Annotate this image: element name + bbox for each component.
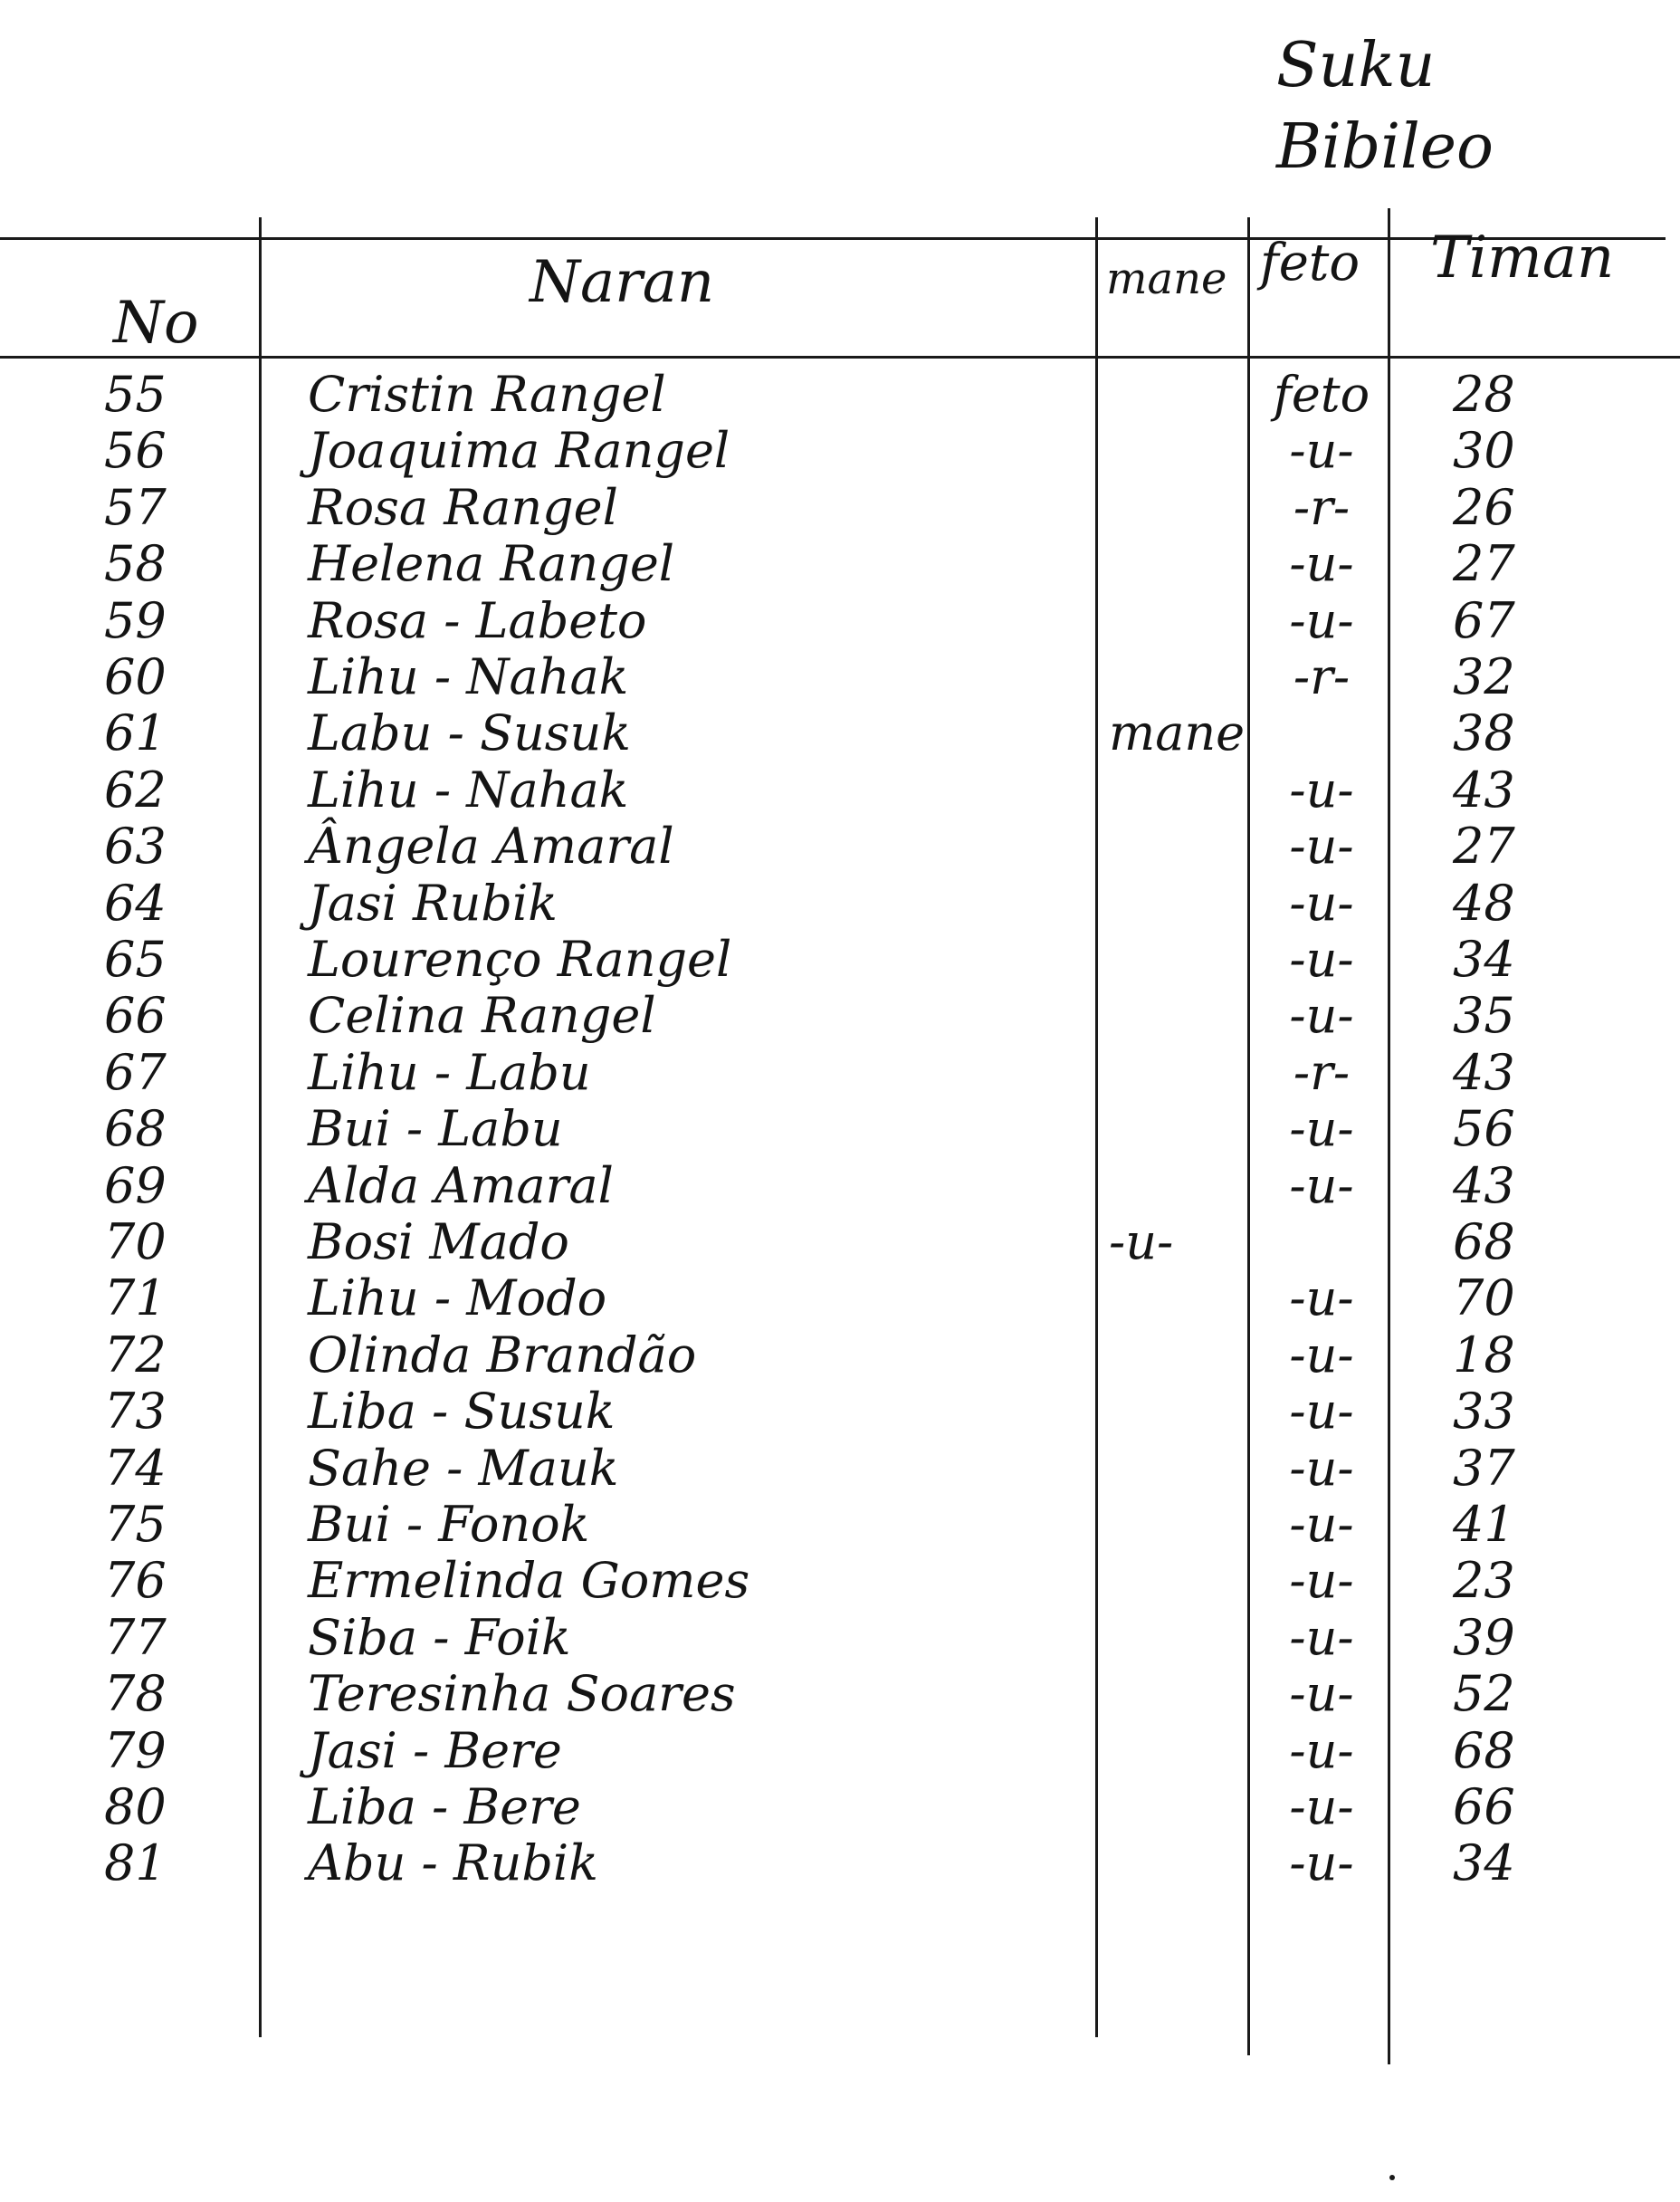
column-header-no: No <box>113 290 199 357</box>
row-number: 81 <box>104 1834 167 1891</box>
row-name: Bosi Mado <box>308 1213 569 1270</box>
row-feto: -u- <box>1289 1440 1354 1497</box>
row-number: 69 <box>104 1157 167 1214</box>
row-mane: mane <box>1109 704 1246 761</box>
row-name: Siba - Foik <box>308 1609 571 1666</box>
table-row <box>0 1214 1680 1270</box>
row-feto: -u- <box>1289 422 1354 479</box>
row-feto: -u- <box>1289 535 1354 592</box>
row-age: 34 <box>1453 931 1515 988</box>
table-row <box>0 819 1680 875</box>
table-row <box>0 1553 1680 1609</box>
row-number: 56 <box>104 422 167 479</box>
column-header-feto: feto <box>1260 234 1360 292</box>
row-number: 71 <box>104 1269 167 1326</box>
row-number: 74 <box>104 1440 167 1497</box>
row-age: 34 <box>1453 1834 1515 1891</box>
row-name: Ermelinda Gomes <box>308 1552 750 1609</box>
row-age: 39 <box>1453 1609 1515 1666</box>
column-header-mane: mane <box>1106 254 1227 304</box>
row-name: Labu - Susuk <box>308 704 631 761</box>
row-name: Liba - Bere <box>308 1778 581 1835</box>
table-row <box>0 1045 1680 1101</box>
row-feto: -u- <box>1289 987 1354 1044</box>
row-number: 78 <box>104 1665 167 1722</box>
row-number: 67 <box>104 1044 167 1101</box>
row-age: 26 <box>1453 479 1515 536</box>
row-age: 33 <box>1453 1383 1515 1440</box>
table-row <box>0 876 1680 932</box>
row-number: 59 <box>104 592 167 649</box>
row-feto: -r- <box>1293 648 1351 705</box>
row-number: 55 <box>104 366 167 423</box>
row-feto: -u- <box>1289 1609 1354 1666</box>
row-feto: -u- <box>1289 1552 1354 1609</box>
row-name: Lihu - Nahak <box>308 648 629 705</box>
row-feto: -u- <box>1289 1326 1354 1383</box>
table-row <box>0 932 1680 988</box>
table-row <box>0 1610 1680 1666</box>
table-row <box>0 423 1680 479</box>
row-number: 58 <box>104 535 167 592</box>
row-age: 56 <box>1453 1100 1515 1157</box>
table-row <box>0 1779 1680 1835</box>
row-age: 27 <box>1453 535 1515 592</box>
row-feto: -u- <box>1289 1722 1354 1779</box>
row-name: Rosa - Labeto <box>308 592 647 649</box>
row-name: Liba - Susuk <box>308 1383 616 1440</box>
row-number: 68 <box>104 1100 167 1157</box>
row-feto: -u- <box>1289 1157 1354 1214</box>
row-feto: -u- <box>1289 761 1354 819</box>
row-age: 32 <box>1453 648 1515 705</box>
row-feto: -r- <box>1293 1044 1351 1101</box>
row-number: 76 <box>104 1552 167 1609</box>
table-row <box>0 1723 1680 1779</box>
row-name: Olinda Brandão <box>308 1326 697 1383</box>
row-age: 66 <box>1453 1778 1515 1835</box>
table-row <box>0 1497 1680 1553</box>
row-feto: -u- <box>1289 931 1354 988</box>
table-row <box>0 367 1680 423</box>
row-feto: -u- <box>1289 1383 1354 1440</box>
row-age: 52 <box>1453 1665 1515 1722</box>
row-age: 18 <box>1453 1326 1515 1383</box>
table-row <box>0 705 1680 761</box>
table-row <box>0 1270 1680 1326</box>
row-name: Jasi Rubik <box>308 875 558 932</box>
row-name: Lihu - Labu <box>308 1044 591 1101</box>
row-number: 60 <box>104 648 167 705</box>
row-feto: -r- <box>1293 479 1351 536</box>
row-feto: -u- <box>1289 1100 1354 1157</box>
row-age: 68 <box>1453 1722 1515 1779</box>
row-feto: -u- <box>1289 1665 1354 1722</box>
row-name: Bui - Labu <box>308 1100 563 1157</box>
row-name: Rosa Rangel <box>308 479 618 536</box>
row-name: Jasi - Bere <box>308 1722 562 1779</box>
row-feto: -u- <box>1289 1269 1354 1326</box>
row-name: Bui - Fonok <box>308 1496 590 1553</box>
page-mark <box>1389 2175 1395 2180</box>
table-row <box>0 1327 1680 1383</box>
row-name: Celina Rangel <box>308 987 656 1044</box>
row-number: 72 <box>104 1326 167 1383</box>
row-number: 66 <box>104 987 167 1044</box>
row-number: 57 <box>104 479 167 536</box>
row-feto: -u- <box>1289 875 1354 932</box>
row-name: Joaquima Rangel <box>308 422 730 479</box>
row-number: 77 <box>104 1609 167 1666</box>
row-number: 75 <box>104 1496 167 1553</box>
row-name: Cristin Rangel <box>308 366 666 423</box>
row-number: 65 <box>104 931 167 988</box>
row-age: 67 <box>1453 592 1515 649</box>
row-name: Sahe - Mauk <box>308 1440 619 1497</box>
table-row <box>0 988 1680 1044</box>
row-name: Alda Amaral <box>308 1157 614 1214</box>
row-age: 37 <box>1453 1440 1515 1497</box>
row-age: 70 <box>1453 1269 1515 1326</box>
row-age: 35 <box>1453 987 1515 1044</box>
row-feto: -u- <box>1289 1834 1354 1891</box>
row-feto: -u- <box>1289 1778 1354 1835</box>
table-row <box>0 480 1680 536</box>
row-age: 41 <box>1453 1496 1515 1553</box>
column-header-naran: Naran <box>530 249 715 316</box>
row-age: 48 <box>1453 875 1515 932</box>
row-name: Helena Rangel <box>308 535 675 592</box>
table-row <box>0 536 1680 592</box>
table-row <box>0 1101 1680 1157</box>
row-age: 23 <box>1453 1552 1515 1609</box>
row-number: 63 <box>104 818 167 875</box>
row-number: 80 <box>104 1778 167 1835</box>
row-name: Teresinha Soares <box>308 1665 736 1722</box>
row-number: 70 <box>104 1213 167 1270</box>
row-age: 43 <box>1453 1157 1515 1214</box>
location-header <box>1276 25 1494 188</box>
table-row <box>0 1835 1680 1891</box>
village-name: Bibileo <box>1276 111 1494 183</box>
table-row <box>0 649 1680 705</box>
row-name: Lihu - Nahak <box>308 761 629 819</box>
row-name: Abu - Rubik <box>308 1834 598 1891</box>
table-top-rule <box>0 237 1666 240</box>
row-mane: -u- <box>1109 1213 1174 1270</box>
row-number: 73 <box>104 1383 167 1440</box>
table-row <box>0 1666 1680 1722</box>
table-row <box>0 1158 1680 1214</box>
row-number: 79 <box>104 1722 167 1779</box>
row-feto: -u- <box>1289 592 1354 649</box>
row-age: 30 <box>1453 422 1515 479</box>
row-number: 64 <box>104 875 167 932</box>
row-name: Lourenço Rangel <box>308 931 732 988</box>
table-row <box>0 762 1680 819</box>
row-feto: -u- <box>1289 818 1354 875</box>
row-age: 28 <box>1453 366 1515 423</box>
table-row <box>0 1441 1680 1497</box>
row-age: 27 <box>1453 818 1515 875</box>
row-name: Ângela Amaral <box>308 818 674 875</box>
header-bottom-rule <box>0 356 1680 359</box>
row-age: 43 <box>1453 1044 1515 1101</box>
row-feto: -u- <box>1289 1496 1354 1553</box>
row-number: 61 <box>104 704 167 761</box>
row-feto: feto <box>1273 366 1370 423</box>
row-name: Lihu - Modo <box>308 1269 607 1326</box>
table-row <box>0 1383 1680 1440</box>
row-number: 62 <box>104 761 167 819</box>
row-age: 68 <box>1453 1213 1515 1270</box>
table-row <box>0 593 1680 649</box>
row-age: 38 <box>1453 704 1515 761</box>
suku-label: Suku <box>1276 30 1436 101</box>
row-age: 43 <box>1453 761 1515 819</box>
column-header-timan: Timan <box>1430 225 1615 292</box>
